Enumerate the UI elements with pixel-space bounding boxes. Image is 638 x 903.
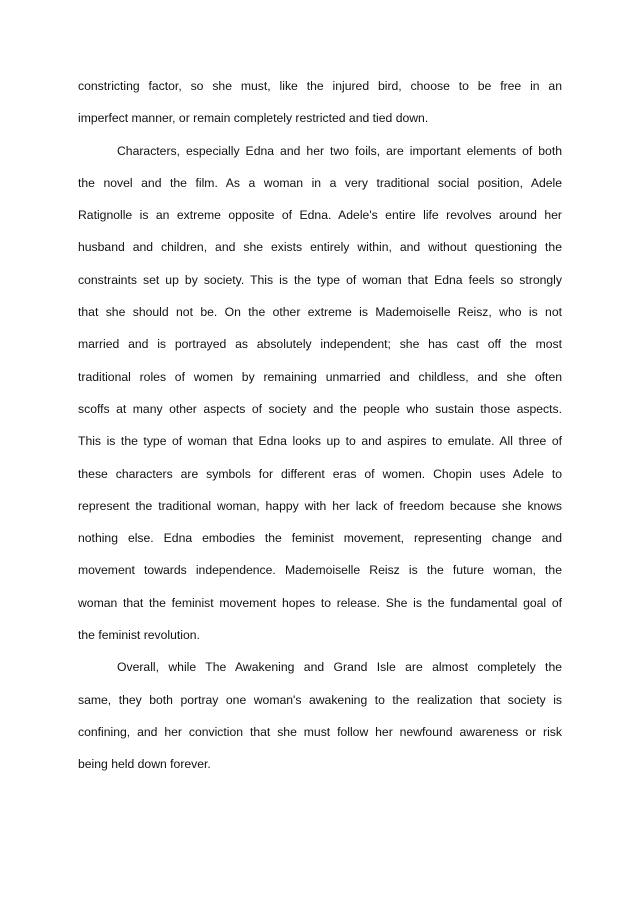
text-line: married and is portrayed as absolutely independent; she has cast off the most <box>78 337 562 352</box>
text-line: Overall, while The Awakening and Grand Isle are almost completely the <box>117 660 562 675</box>
text-line: represent the traditional woman, happy with her lack of freedom because she knows <box>78 498 562 513</box>
paragraph <box>78 70 562 135</box>
text-line: Ratignolle is an extreme opposite of Edna. Adele's entire life revolves around her <box>78 208 562 223</box>
paragraph <box>78 651 562 780</box>
text-line: imperfect manner, or remain completely restricted and tied down. <box>78 111 429 126</box>
text-line: constricting factor, so she must, like the injured bird, choose to be free in an <box>78 79 562 93</box>
text-line: woman that the feminist movement hopes to release. She is the fundamental goal of <box>78 595 562 610</box>
text-line: these characters are symbols for different eras of women. Chopin uses Adele to <box>78 466 562 481</box>
text-line: confining, and her conviction that she must follow her newfound awareness or risk <box>78 724 562 739</box>
text-line: the feminist revolution. <box>78 628 200 643</box>
text-line: movement towards independence. Mademoiselle Reisz is the future woman, the <box>78 563 562 578</box>
paragraph <box>78 135 562 652</box>
text-line: This is the type of woman that Edna looks up to and aspires to emulate. All three of <box>78 434 562 449</box>
text-line: husband and children, and she exists entirely within, and without questioning the <box>78 240 562 255</box>
text-line: same, they both portray one woman's awakening to the realization that society is <box>78 692 562 707</box>
text-line: that she should not be. On the other extreme is Mademoiselle Reisz, who is not <box>78 305 562 320</box>
document-body <box>78 70 562 781</box>
text-line: Characters, especially Edna and her two foils, are important elements of both <box>117 143 562 158</box>
text-line: the novel and the film. As a woman in a very traditional social position, Adele <box>78 175 562 190</box>
text-line: traditional roles of women by remaining unmarried and childless, and she often <box>78 369 562 384</box>
text-line: constraints set up by society. This is the type of woman that Edna feels so strongly <box>78 272 562 287</box>
text-line: nothing else. Edna embodies the feminist movement, representing change and <box>78 531 562 546</box>
text-line: being held down forever. <box>78 757 211 772</box>
text-line: scoffs at many other aspects of society and the people who sustain those aspects. <box>78 401 562 416</box>
